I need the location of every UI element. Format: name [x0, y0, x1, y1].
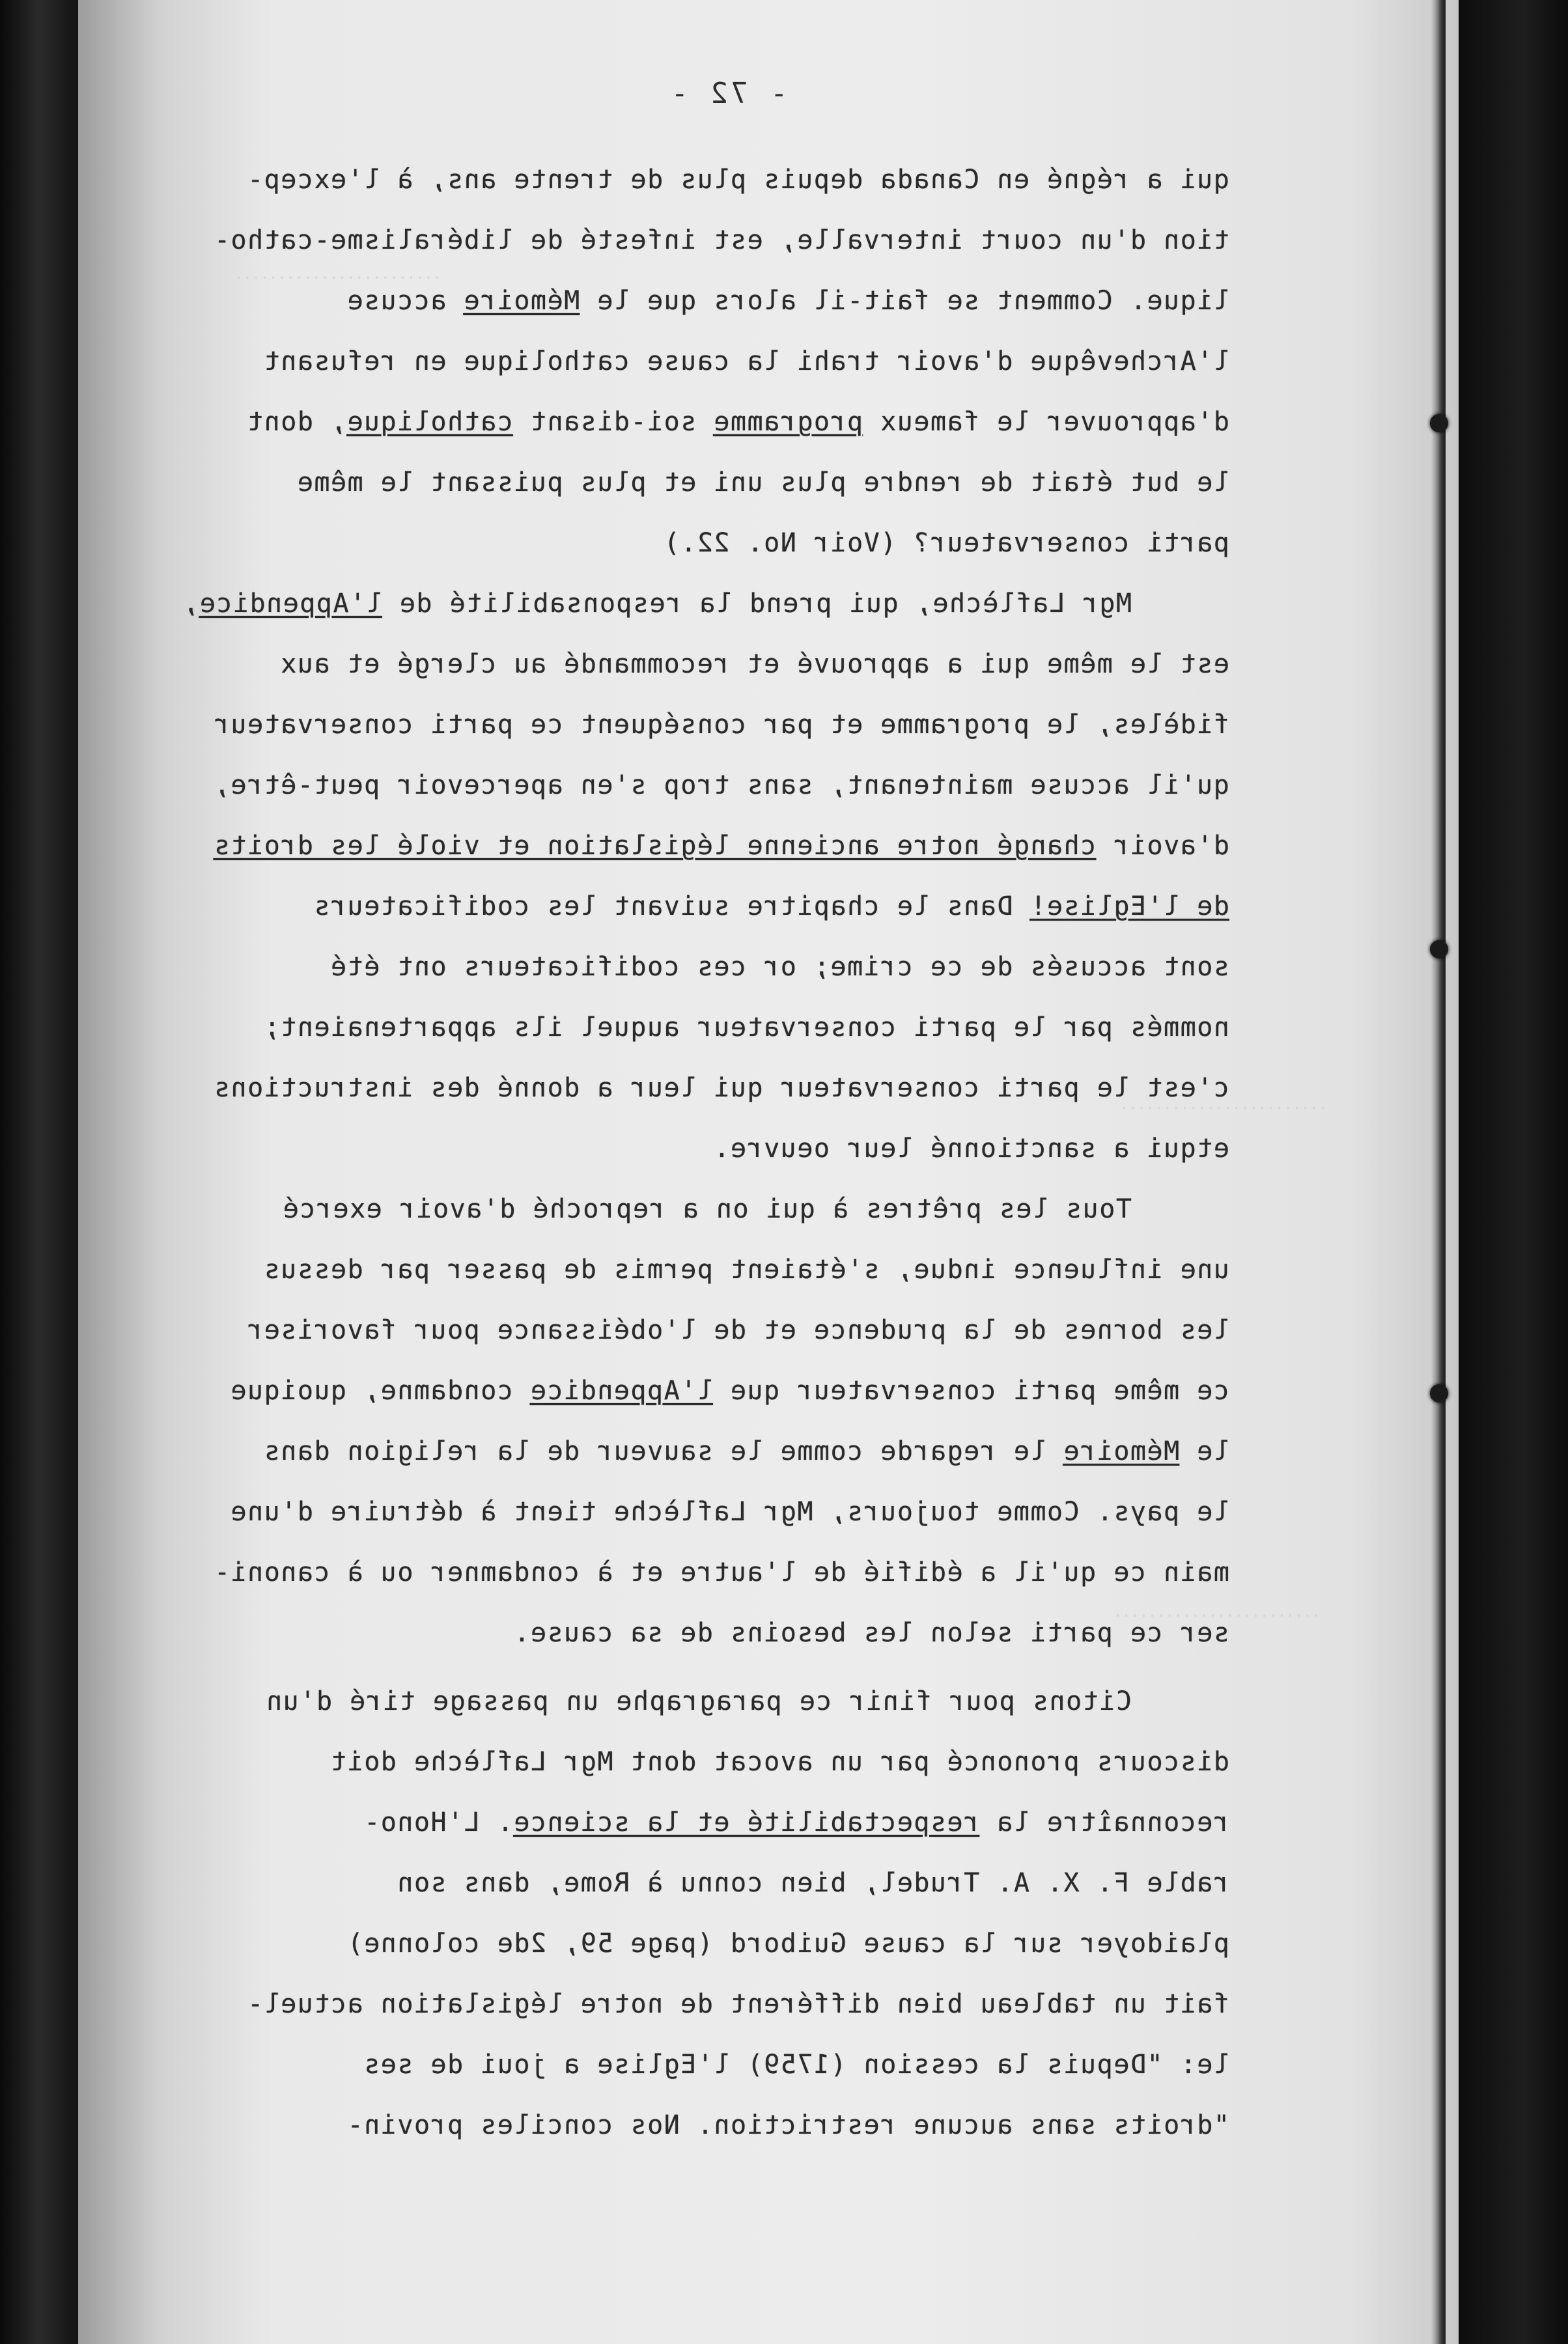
underlined-text: Mémoire [1063, 1436, 1180, 1466]
line-text: Mgr Laflèche, qui prend la responsabilité de [382, 589, 1132, 619]
line-text: d'avoir [1096, 831, 1229, 861]
line-text: discours prononcé par un avocat dont Mgr Laflèche doit [329, 1747, 1229, 1777]
line-text: accuse [346, 286, 464, 316]
text-line [175, 1482, 1229, 1542]
underlined-text: respectabilité et la science [512, 1807, 980, 1837]
line-text: une influence indue, s'étaient permis de passer par dessus [263, 1255, 1229, 1285]
underlined-text: de l'Eglise! [1029, 891, 1229, 921]
line-text: le regarde comme le sauveur de la religion dans [263, 1436, 1063, 1466]
text-line [175, 1853, 1229, 1914]
text-line [175, 150, 1229, 210]
text-line [175, 1058, 1229, 1119]
underlined-text: l'Appendice [199, 589, 382, 619]
text-line [175, 755, 1229, 816]
line-text: main ce qu'il a édifié de l'autre et à condamner ou à canoni- [213, 1557, 1229, 1587]
underlined-text: Mémoire [463, 286, 580, 316]
text-line [175, 1119, 1229, 1179]
text-line [175, 1240, 1229, 1300]
text-line [175, 1974, 1229, 2035]
line-text: nommés par le parti conservateur auquel ils appartenaient; [263, 1012, 1229, 1042]
line-text: fait un tableau bien différent de notre législation actuel- [246, 1989, 1229, 2019]
line-text: c'est le parti conservateur qui leur a donné des instructions [213, 1073, 1229, 1103]
line-text: reconnaître la [979, 1807, 1229, 1837]
text-line [175, 453, 1229, 513]
line-text: le but était de rendre plus uni et plus puissant le même [296, 467, 1229, 497]
text-line [175, 331, 1229, 392]
line-text: le: "Depuis la cession (1759) l'Eglise a joui de ses [363, 2050, 1229, 2080]
text-line [175, 1793, 1229, 1853]
line-text: tion d'un court intervalle, est infesté de libéralisme-catho- [213, 225, 1229, 255]
line-text: sont accusés de ce crime; or ces codificateurs ont été [329, 952, 1229, 982]
line-text: qui a régné en Canada depuis plus de trente ans, à l'excep- [246, 165, 1229, 195]
text-line [175, 1179, 1229, 1240]
line-text: . L'Hono- [363, 1807, 513, 1837]
text-line [175, 392, 1229, 453]
line-text: le pays. Comme toujours, Mgr Laflèche tient à détruire d'une [230, 1497, 1229, 1527]
text-line [175, 210, 1229, 271]
text-line [175, 876, 1229, 937]
line-text: , dont [246, 407, 347, 437]
underlined-text: programme [712, 407, 863, 437]
text-line [175, 1732, 1229, 1793]
text-line [175, 634, 1229, 695]
text-line [175, 816, 1229, 876]
line-text: d'approuver le fameux [863, 407, 1229, 437]
text-line [175, 1914, 1229, 1974]
text-line [175, 1361, 1229, 1421]
line-text: lique. Comment se fait-il alors que le [580, 286, 1229, 316]
text-line [175, 1542, 1229, 1603]
line-text: Dans le chapitre suivant les codificateurs [313, 891, 1030, 921]
line-text: Citons pour finir ce paragraphe un passage tiré d'un [265, 1686, 1132, 1716]
underlined-text: catholique [346, 407, 513, 437]
bleed-through-mark: ························ [234, 270, 441, 286]
text-line [175, 1421, 1229, 1482]
line-text: rable F. X. A. Trudel, bien connu à Rome, dans son [396, 1868, 1229, 1898]
bleed-through-mark: ························ [1113, 1608, 1321, 1625]
line-text: Tous les prêtres à qui on a reproché d'avoir exercé [282, 1194, 1132, 1224]
text-line [175, 1300, 1229, 1361]
line-text: qu'il accuse maintenant, sans trop s'en apercevoir peut-être, [213, 770, 1229, 800]
text-line [175, 937, 1229, 998]
text-line [175, 1603, 1229, 1664]
line-text: plaidoyer sur la cause Guibord (page 59, 2de colonne) [346, 1929, 1229, 1959]
underlined-text: l'Appendice [529, 1376, 713, 1406]
line-text: condamne, quoique [230, 1376, 530, 1406]
text-line [175, 574, 1229, 634]
line-text: fidèles, le programme et par conséquent ce parti conservateur [213, 710, 1229, 740]
line-text: est le même qui a approuvé et recommandé au clergé et aux [279, 649, 1229, 679]
line-text: ser ce parti selon les besoins de sa cause. [512, 1618, 1229, 1648]
line-text: parti conservateur? (Voir No. 22.) [663, 528, 1229, 558]
text-line [175, 513, 1229, 574]
underlined-text: changé notre ancienne législation et violé les droits [213, 831, 1097, 861]
text-line [175, 695, 1229, 755]
line-text: les bornes de la prudence et de l'obéissance pour favoriser [246, 1315, 1229, 1345]
line-text: l'Archevêque d'avoir trahi la cause catholique en refusant [263, 346, 1229, 376]
line-text: le [1179, 1436, 1229, 1466]
text-line [175, 998, 1229, 1058]
text-line [175, 2035, 1229, 2095]
line-text: "droits sans aucune restriction. Nos conciles provin- [346, 2110, 1229, 2140]
text-line [175, 2095, 1229, 2156]
bleed-through-mark: ························ [1120, 1100, 1327, 1117]
line-text: soi-disant [512, 407, 713, 437]
line-text: ce même parti conservateur que [712, 1376, 1229, 1406]
page-number: - 72 - [668, 77, 788, 110]
line-text: , [182, 589, 199, 619]
body-text [175, 150, 1229, 2156]
text-line [175, 271, 1229, 331]
text-line [175, 1671, 1229, 1732]
line-text: etqui a sanctionné leur oeuvre. [712, 1134, 1229, 1164]
